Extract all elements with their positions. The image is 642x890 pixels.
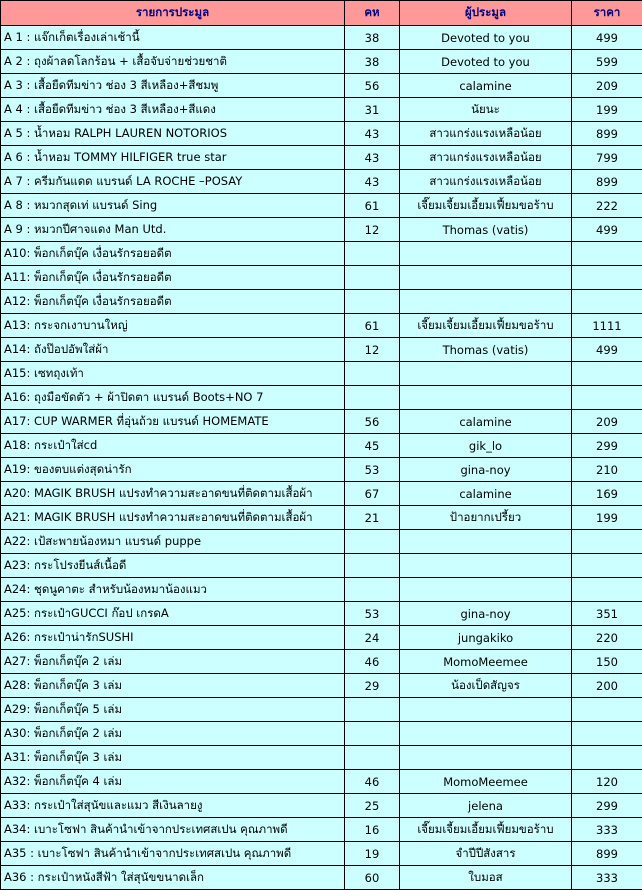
cell-user: calamine [400,74,572,98]
cell-bid [345,722,400,746]
cell-price: 499 [572,26,642,50]
cell-item: A36 : กระเป๋าหนังสีฟ้า ใส่สุนัขขนาดเล็ก [1,866,345,890]
table-row [1,818,642,842]
cell-user: เจี๊ยมเจี้ยมเอี้ยมเฟี้ยมขอร้าบ [400,818,572,842]
table-row [1,746,642,770]
cell-user: เจี๊ยมเจี้ยมเอี้ยมเฟี้ยมขอร้าบ [400,194,572,218]
cell-price [572,746,642,770]
cell-bid [345,386,400,410]
cell-bid: 61 [345,194,400,218]
cell-item: A30: พ็อกเก็ตบุ๊ค 2 เล่ม [1,722,345,746]
cell-item: A29: พ็อกเก็ตบุ๊ค 5 เล่ม [1,698,345,722]
cell-price [572,386,642,410]
cell-price [572,722,642,746]
cell-item: A10: พ็อกเก็ตบุ๊ค เงื่อนรักรอยอดีต [1,242,345,266]
cell-price: 499 [572,218,642,242]
cell-bid: 43 [345,146,400,170]
table-row [1,170,642,194]
cell-user: calamine [400,482,572,506]
cell-user: calamine [400,410,572,434]
cell-user: MomoMeemee [400,650,572,674]
table-row [1,386,642,410]
cell-price: 220 [572,626,642,650]
cell-user [400,362,572,386]
cell-price: 299 [572,434,642,458]
cell-item: A24: ชุดนูคาตะ สำหรับน้องหมาน้องแมว [1,578,345,602]
cell-item: A17: CUP WARMER ที่อุ่นถ้วย แบรนด์ HOMEMATE [1,410,345,434]
cell-user: จำปีปีสังสาร [400,842,572,866]
cell-bid [345,242,400,266]
cell-user: gik_lo [400,434,572,458]
table-row [1,626,642,650]
cell-price: 199 [572,98,642,122]
cell-user [400,266,572,290]
cell-item: A22: เป้สะพายน้องหมา แบรนด์ puppe [1,530,345,554]
cell-item: A18: กระเป๋าใส่cd [1,434,345,458]
table-body [1,26,642,890]
cell-bid: 53 [345,602,400,626]
cell-price: 499 [572,338,642,362]
table-row [1,194,642,218]
table-row [1,458,642,482]
cell-bid: 38 [345,26,400,50]
cell-item: A 5 : น้ำหอม RALPH LAUREN NOTORIOS [1,122,345,146]
cell-bid: 46 [345,650,400,674]
cell-bid [345,578,400,602]
cell-user: Devoted to you [400,50,572,74]
cell-item: A 6 : น้ำหอม TOMMY HILFIGER true star [1,146,345,170]
cell-price: 222 [572,194,642,218]
cell-price: 299 [572,794,642,818]
cell-price: 351 [572,602,642,626]
table-row [1,146,642,170]
cell-item: A26: กระเป๋าน่ารักSUSHI [1,626,345,650]
cell-price: 799 [572,146,642,170]
table-row [1,530,642,554]
cell-item: A19: ของตบแต่งสุดน่ารัก [1,458,345,482]
cell-item: A25: กระเป๋าGUCCI ก๊อป เกรดA [1,602,345,626]
cell-bid [345,266,400,290]
table-row [1,362,642,386]
cell-price: 899 [572,170,642,194]
cell-bid [345,530,400,554]
cell-price [572,554,642,578]
cell-price: 169 [572,482,642,506]
cell-user: สาวแกร่งแรงเหลือน้อย [400,146,572,170]
header-row [1,1,642,26]
cell-item: A16: ถุงมือขัดตัว + ผ้าปิดตา แบรนด์ Boots+NO 7 [1,386,345,410]
header-item: รายการประมูล [1,1,345,26]
cell-item: A23: กระโปรงยีนส์เนื้อดี [1,554,345,578]
cell-price: 150 [572,650,642,674]
cell-user: ใบมอส [400,866,572,890]
cell-item: A14: ถังป๊อปอัพใส่ผ้า [1,338,345,362]
header-user: ผู้ประมูล [400,1,572,26]
table-row [1,74,642,98]
header-bid: คห [345,1,400,26]
table-row [1,602,642,626]
cell-bid [345,362,400,386]
cell-bid: 16 [345,818,400,842]
table-row [1,578,642,602]
cell-bid: 12 [345,338,400,362]
table-row [1,722,642,746]
cell-price: 333 [572,818,642,842]
cell-bid: 12 [345,218,400,242]
table-row [1,98,642,122]
cell-price: 209 [572,74,642,98]
cell-item: A15: เซทถุงเท้า [1,362,345,386]
cell-bid: 43 [345,170,400,194]
table-row [1,842,642,866]
cell-bid: 38 [345,50,400,74]
cell-price: 333 [572,866,642,890]
cell-user [400,554,572,578]
cell-item: A11: พ็อกเก็ตบุ๊ค เงื่อนรักรอยอดีต [1,266,345,290]
cell-item: A35 : เบาะโซฟา สินค้านำเข้าจากประเทศสเปน คุณภาพดี [1,842,345,866]
cell-user: นัยนะ [400,98,572,122]
cell-item: A12: พ็อกเก็ตบุ๊ค เงื่อนรักรอยอดีต [1,290,345,314]
cell-item: A31: พ็อกเก็ตบุ๊ค 3 เล่ม [1,746,345,770]
cell-user: Thomas (vatis) [400,338,572,362]
cell-bid: 46 [345,770,400,794]
cell-price: 210 [572,458,642,482]
cell-price: 1111 [572,314,642,338]
cell-user: gina-noy [400,458,572,482]
cell-price [572,266,642,290]
cell-user: jungakiko [400,626,572,650]
cell-price: 120 [572,770,642,794]
cell-item: A32: พ็อกเก็ตบุ๊ค 4 เล่ม [1,770,345,794]
cell-user [400,386,572,410]
cell-price: 899 [572,842,642,866]
table-row [1,674,642,698]
cell-item: A21: MAGIK BRUSH แปรงทำความสะอาดขนที่ติดตามเสื้อผ้า [1,506,345,530]
cell-price [572,530,642,554]
cell-user [400,746,572,770]
cell-item: A27: พ็อกเก็ตบุ๊ค 2 เล่ม [1,650,345,674]
cell-user: Thomas (vatis) [400,218,572,242]
cell-bid: 43 [345,122,400,146]
cell-bid: 21 [345,506,400,530]
table-row [1,122,642,146]
cell-item: A 9 : หมวกปีศาจแดง Man Utd. [1,218,345,242]
cell-user [400,722,572,746]
table-row [1,794,642,818]
cell-bid: 60 [345,866,400,890]
cell-item: A28: พ็อกเก็ตบุ๊ค 3 เล่ม [1,674,345,698]
cell-bid: 29 [345,674,400,698]
cell-item: A20: MAGIK BRUSH แปรงทำความสะอาดขนที่ติดตามเสื้อผ้า [1,482,345,506]
cell-user: ป้าอยากเปรี้ยว [400,506,572,530]
cell-user: สาวแกร่งแรงเหลือน้อย [400,122,572,146]
table-row [1,482,642,506]
cell-user: MomoMeemee [400,770,572,794]
cell-user: สาวแกร่งแรงเหลือน้อย [400,170,572,194]
table-row [1,698,642,722]
table-row [1,218,642,242]
cell-user [400,530,572,554]
cell-bid [345,698,400,722]
cell-item: A 1 : แจ๊กเก็ตเรื่องเล่าเช้านี้ [1,26,345,50]
table-row [1,242,642,266]
cell-user: น้องเป็ดสัญจร [400,674,572,698]
table-row [1,50,642,74]
cell-user [400,698,572,722]
cell-item: A 2 : ถุงผ้าลดโลกร้อน + เสื้อจับจ่ายช่วยชาติ [1,50,345,74]
cell-bid: 19 [345,842,400,866]
cell-price [572,698,642,722]
cell-item: A33: กระเป๋าใส่สุนัขและแมว สีเงินลายงู [1,794,345,818]
cell-item: A 8 : หมวกสุดเท่ แบรนด์ Sing [1,194,345,218]
cell-user [400,578,572,602]
cell-item: A 4 : เสื้อยืดทีมข่าว ช่อง 3 สีเหลือง+สีแดง [1,98,345,122]
table-row [1,266,642,290]
cell-bid: 45 [345,434,400,458]
table-row [1,554,642,578]
cell-user [400,242,572,266]
cell-bid: 56 [345,74,400,98]
cell-price: 209 [572,410,642,434]
cell-user: เจี๊ยมเจี้ยมเอี้ยมเฟี้ยมขอร้าบ [400,314,572,338]
cell-bid [345,554,400,578]
table-row [1,338,642,362]
cell-price: 599 [572,50,642,74]
cell-bid: 25 [345,794,400,818]
table-row [1,290,642,314]
cell-price [572,242,642,266]
cell-bid: 31 [345,98,400,122]
cell-price [572,362,642,386]
table-row [1,434,642,458]
cell-bid: 56 [345,410,400,434]
table-row [1,26,642,50]
cell-bid [345,290,400,314]
cell-item: A 7 : ครีมกันแดด แบรนด์ LA ROCHE –POSAY [1,170,345,194]
cell-bid: 61 [345,314,400,338]
cell-user: jelena [400,794,572,818]
cell-price: 899 [572,122,642,146]
cell-bid: 67 [345,482,400,506]
cell-bid: 24 [345,626,400,650]
header-price: ราคา [572,1,642,26]
cell-user: gina-noy [400,602,572,626]
table-row [1,770,642,794]
table-row [1,866,642,890]
cell-bid: 53 [345,458,400,482]
cell-item: A13: กระจกเงาบานใหญ่ [1,314,345,338]
table-row [1,506,642,530]
cell-user: Devoted to you [400,26,572,50]
cell-bid [345,746,400,770]
cell-price: 200 [572,674,642,698]
cell-item: A34: เบาะโซฟา สินค้านำเข้าจากประเทศสเปน คุณภาพดี [1,818,345,842]
cell-price: 199 [572,506,642,530]
cell-price [572,290,642,314]
table-row [1,650,642,674]
table-row [1,410,642,434]
cell-price [572,578,642,602]
cell-user [400,290,572,314]
table-row [1,314,642,338]
cell-item: A 3 : เสื้อยืดทีมข่าว ช่อง 3 สีเหลือง+สีชมพู [1,74,345,98]
